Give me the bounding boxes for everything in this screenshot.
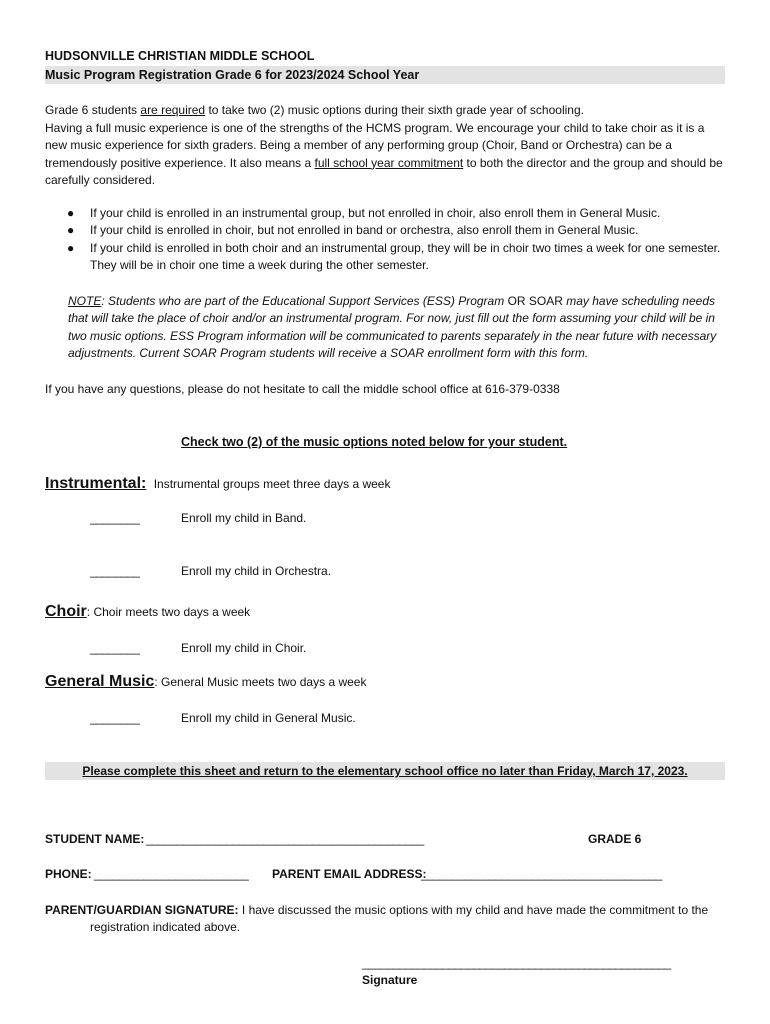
instrumental-title: Instrumental:: [45, 475, 147, 492]
band-checkbox-line[interactable]: ________: [90, 511, 140, 525]
check-instruction: Check two (2) of the music options noted below for your student.: [181, 435, 568, 449]
commitment-emphasis: full school year commitment: [314, 155, 464, 170]
list-item: ● If your child is enrolled in an instrumental group, but not enrolled in choir, also enroll them in General Music.: [45, 205, 725, 222]
general-music-checkbox-line[interactable]: ________: [90, 711, 140, 725]
list-item: ● If your child is enrolled in choir, but not enrolled in band or orchestra, also enroll them in General Music.: [45, 222, 725, 239]
orchestra-checkbox-line[interactable]: ________: [90, 564, 140, 578]
intro-paragraph-1: Grade 6 students are required to take two (2) music options during their sixth grade year of schooling.: [45, 103, 584, 117]
general-music-option: Enroll my child in General Music.: [181, 711, 356, 725]
instrumental-desc: Instrumental groups meet three days a week: [153, 477, 391, 491]
choir-checkbox-line[interactable]: ________: [90, 641, 140, 655]
email-field[interactable]: _______________________________________: [421, 867, 662, 881]
choir-desc: : Choir meets two days a week: [86, 605, 251, 619]
return-note: Please complete this sheet and return to the elementary school office no later than Friday, March 17, 2023.: [82, 764, 688, 778]
choir-header: [45, 603, 250, 621]
orchestra-option: Enroll my child in Orchestra.: [181, 564, 332, 578]
school-name: HUDSONVILLE CHRISTIAN MIDDLE SCHOOL: [45, 49, 315, 63]
list-item: ● If your child is enrolled in both choir and an instrumental group, they will be in choir two times a week for one semester. They will be in choir one time a week during the other semester.: [67, 240, 721, 273]
student-name-field[interactable]: _____________________________________________: [146, 832, 424, 846]
band-option: Enroll my child in Band.: [181, 511, 307, 525]
bullet-icon: ●: [67, 223, 75, 238]
general-music-header: [45, 673, 366, 691]
email-label: PARENT EMAIL ADDRESS:: [272, 867, 427, 881]
general-music-desc: : General Music meets two days a week: [154, 675, 367, 689]
student-name-label: STUDENT NAME:: [45, 832, 145, 846]
grade-label: GRADE 6: [588, 832, 642, 846]
general-music-title: General Music: [45, 673, 155, 690]
intro-paragraph-2: Having a full music experience is one of the strengths of the HCMS program. We encourage your child to take choir as it is a new music experience for sixth graders. Being a member of any performing group (Choir, Band or Orchestra) can be a tremendously positive experience. It also means a full school year commitment to both the director and the group and should be carefully considered.: [45, 121, 723, 188]
form-title: Music Program Registration Grade 6 for 2023/2024 School Year: [45, 66, 725, 84]
signature-caption: Signature: [362, 973, 418, 987]
required-emphasis: are required: [140, 103, 206, 117]
guidelines-list: [45, 205, 725, 275]
return-note-bar: [45, 762, 725, 780]
instrumental-header: [45, 475, 390, 493]
phone-field[interactable]: _________________________: [94, 867, 249, 881]
bullet-icon: ●: [67, 240, 75, 255]
ess-note: NOTE: Students who are part of the Educational Support Services (ESS) Program OR SOAR may have scheduling needs that will take the place of choir and/or an instrumental program. For now, just fill out the form assuming your child will be in two music options. ESS Program information will be communicated to parents separately in the near future with necessary adjustments. Current SOAR Program students will receive a SOAR enrollment form with this form.: [68, 294, 717, 361]
phone-label: PHONE:: [45, 867, 92, 881]
choir-option: Enroll my child in Choir.: [181, 641, 307, 655]
questions-line: If you have any questions, please do not hesitate to call the middle school office at 616-379-0338: [45, 382, 560, 396]
bullet-icon: ●: [67, 206, 75, 220]
signature-statement: PARENT/GUARDIAN SIGNATURE: I have discussed the music options with my child and have made the commitment to the registration indicated above.: [45, 903, 709, 935]
choir-title: Choir: [45, 603, 87, 620]
signature-field[interactable]: __________________________________________________: [362, 956, 671, 970]
signature-label: PARENT/GUARDIAN SIGNATURE:: [45, 903, 239, 917]
